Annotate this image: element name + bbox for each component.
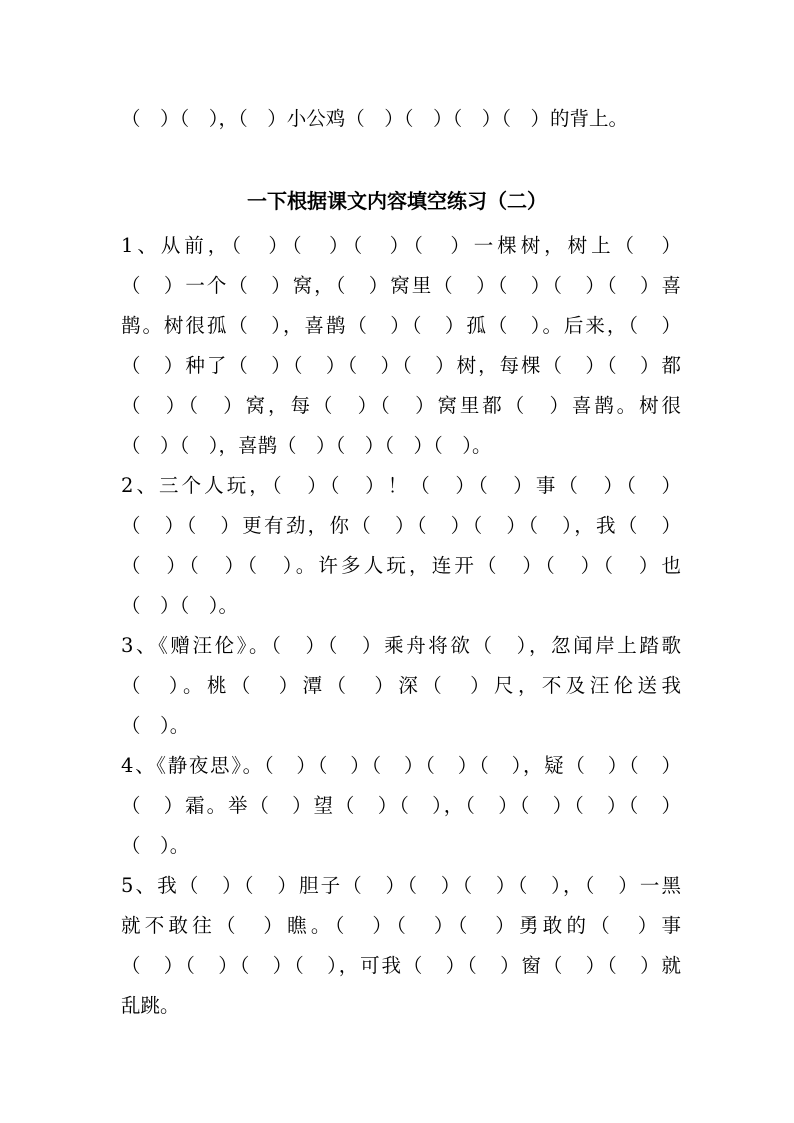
question-line: 就不敢往（ ）瞧。（ ）（ ）（ ）勇敢的（ ）事 (121, 914, 681, 937)
question-line: （ ）（ ）更有劲，你（ ）（ ）（ ）（ ），我（ ） (121, 514, 681, 537)
top-fill-line: （ ）（ ），（ ）小公鸡（ ）（ ）（ ）（ ）的背上。 (121, 107, 629, 130)
question-line: （ ）一个（ ）窝，（ ）窝里（ ）（ ）（ ）（ ）喜 (121, 274, 681, 297)
question-line: （ ）（ ）。 (121, 594, 239, 617)
question-line: 鹊。树很孤（ ），喜鹊（ ）（ ）孤（ ）。后来，（ ） (121, 314, 681, 337)
question-line: （ ）（ ）（ ）。许多人玩，连开（ ）（ ）（ ）也 (121, 554, 681, 577)
question-line: 4、《静夜思》。（ ）（ ）（ ）（ ）（ ），疑（ ）（ ） (121, 754, 681, 777)
question-line: （ ）。 (121, 714, 190, 737)
question-line: 乱跳。 (121, 994, 180, 1017)
question-line: 1、从前，（ ）（ ）（ ）（ ）一棵树，树上（ ） (121, 234, 681, 257)
question-line: 5、我（ ）（ ）胆子（ ）（ ）（ ）（ ），（ ）一黑 (121, 874, 681, 897)
page-title: 一下根据课文内容填空练习（二） (247, 189, 547, 213)
question-line: （ ）（ ）（ ）（ ），可我（ ）（ ）窗（ ）（ ）就 (121, 954, 681, 977)
question-line: （ ）。 (121, 834, 190, 857)
question-line: （ ）种了（ ）（ ）（ ）（ ）树，每棵（ ）（ ）都 (121, 354, 681, 377)
question-line: （ ）霜。举（ ）望（ ）（ ），（ ）（ ）（ ）（ ） (121, 794, 681, 817)
question-line: 3、《赠汪伦》。（ ）（ ）乘舟将欲（ ），忽闻岸上踏歌 (121, 634, 681, 657)
question-line: （ ）（ ），喜鹊（ ）（ ）（ ）（ ）。 (121, 434, 492, 457)
question-line: （ ）（ ）窝，每（ ）（ ）窝里都（ ）喜鹊。树很 (121, 394, 681, 417)
question-line: 2、三个人玩，（ ）（ ）！（ ）（ ）事（ ）（ ） (121, 474, 681, 497)
question-line: （ ）。桃（ ）潭（ ）深（ ）尺，不及汪伦送我 (121, 674, 681, 697)
